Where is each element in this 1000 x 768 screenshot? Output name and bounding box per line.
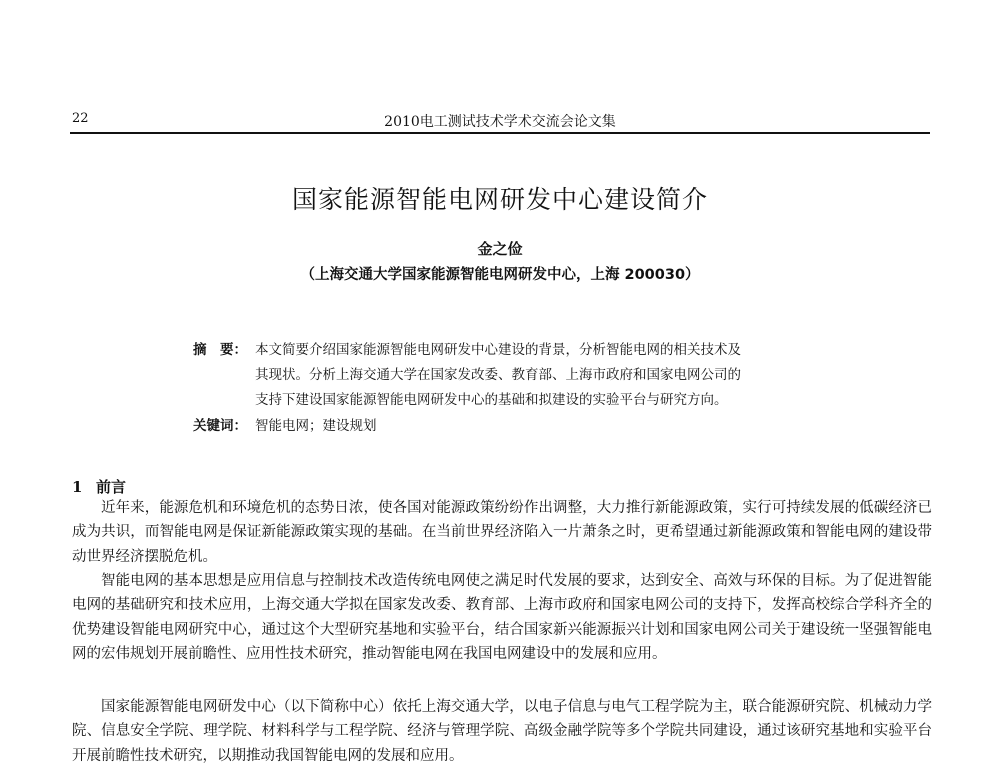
- section-title: 前言: [96, 478, 127, 496]
- abstract-label: 摘 要：: [193, 342, 247, 358]
- page-number: 22: [72, 111, 89, 126]
- body-paragraph: 近年来，能源危机和环境危机的态势日浓，使各国对能源政策纷纷作出调整，大力推行新能源政策，实行可持续发展的低碳经济已成为共识，而智能电网是保证新能源政策实现的基础。在当前世界经济陷入一片萧条之时，更希望通过新能源政策和智能电网的建设带动世界经济摆脱危机。: [72, 500, 932, 565]
- keywords-text: 智能电网；建设规划: [255, 418, 377, 434]
- header-rule: [70, 132, 930, 134]
- affiliation: （上海交通大学国家能源智能电网研发中心，上海 200030）: [300, 267, 700, 283]
- section-heading: [72, 476, 126, 497]
- section-number: 1: [72, 478, 83, 496]
- body-paragraph: 智能电网的基本思想是应用信息与控制技术改造传统电网使之满足时代发展的要求，达到安全、高效与环保的目标。为了促进智能电网的基础研究和技术应用，上海交通大学拟在国家发改委、教育部、上海市政府和国家电网公司的支持下，发挥高校综合学科齐全的优势建设智能电网研究中心，通过这个大型研究基地和实验平台，结合国家新兴能源振兴计划和国家电网公司关于建设统一坚强智能电网的宏伟规划开展前瞻性、应用性技术研究，推动智能电网在我国电网建设中的发展和应用。: [72, 573, 932, 663]
- author: 金之俭: [477, 240, 523, 258]
- body-paragraph: 国家能源智能电网研发中心（以下简称中心）依托上海交通大学，以电子信息与电气工程学院为主，联合能源研究院、机械动力学院、信息安全学院、理学院、材料科学与工程学院、经济与管理学院、高级金融学院等多个学院共同建设，通过该研究基地和实验平台开展前瞻性技术研究，以期推动我国智能电网的发展和应用。: [72, 699, 932, 764]
- abstract-line: 本文简要介绍国家能源智能电网研发中心建设的背景，分析智能电网的相关技术及: [255, 342, 741, 358]
- running-header: [72, 111, 928, 131]
- abstract-line: 支持下建设国家能源智能电网研发中心的基础和拟建设的实验平台与研究方向。: [255, 392, 728, 408]
- running-title: 2010电工测试技术学术交流会论文集: [384, 114, 616, 130]
- abstract-line: 其现状。分析上海交通大学在国家发改委、教育部、上海市政府和国家电网公司的: [255, 367, 741, 383]
- paper-title: 国家能源智能电网研发中心建设简介: [291, 185, 708, 214]
- keywords-label: 关键词：: [193, 418, 247, 434]
